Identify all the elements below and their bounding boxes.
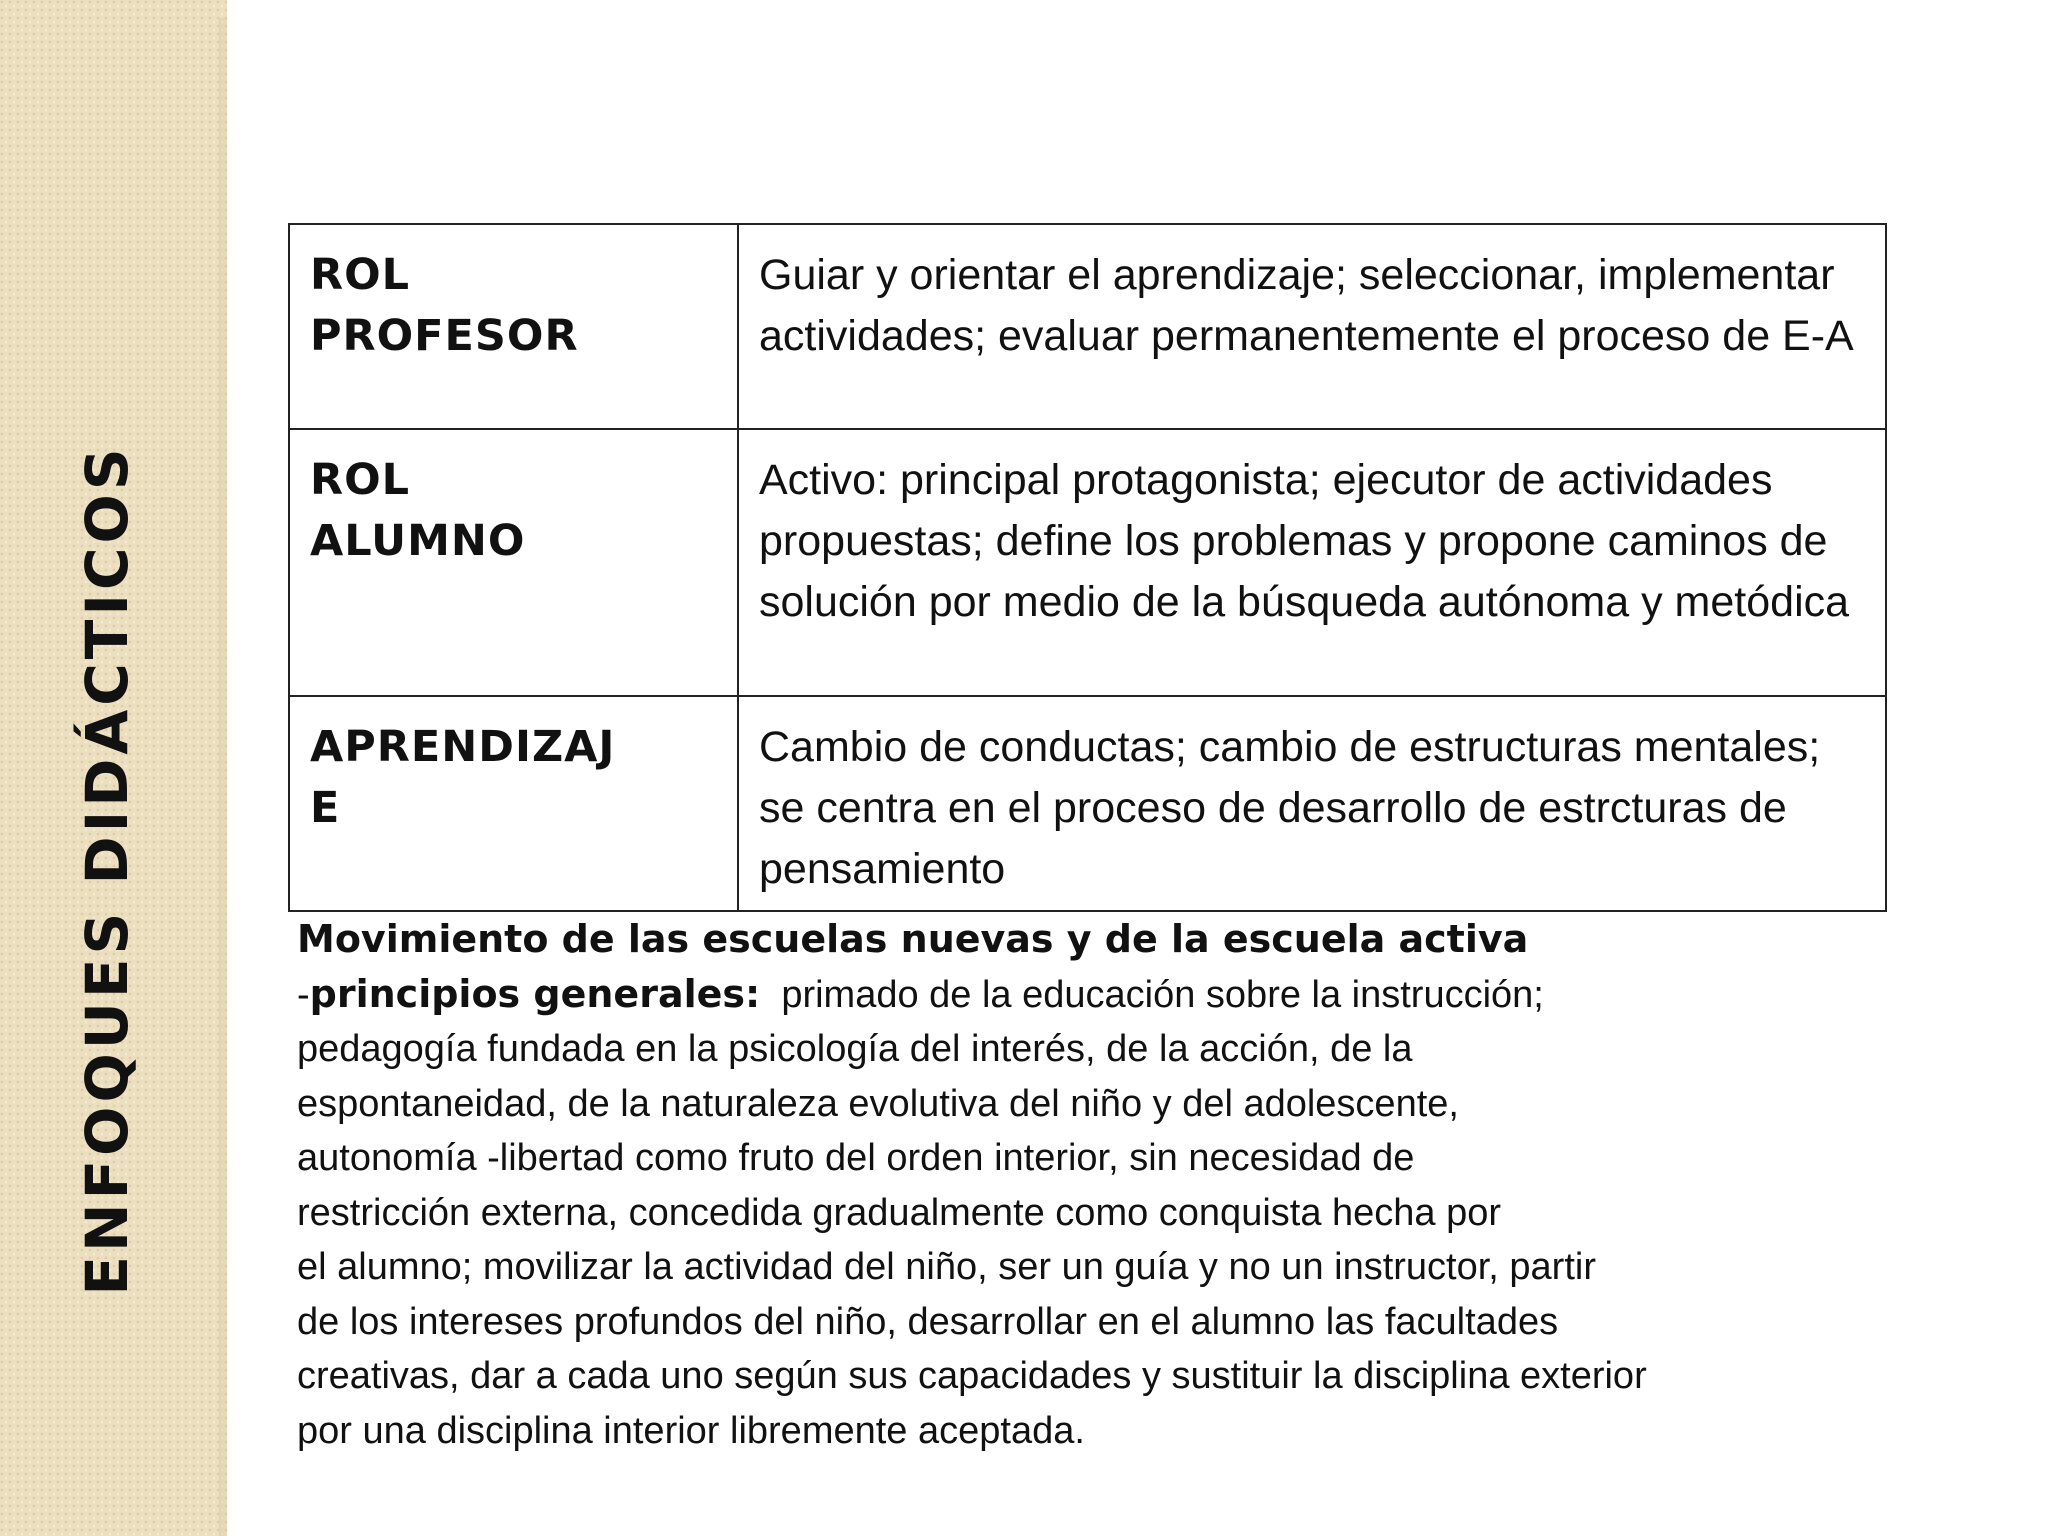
role-description: Activo: principal protagonista; ejecutor de actividades propuestas; define los problemas y propone caminos de solución por medio de la búsqueda autónoma y metódica [738, 429, 1886, 696]
role-label-line: ROL [310, 455, 411, 505]
section-heading: Movimiento de las escuelas nuevas y de la escuela activa [297, 917, 1529, 961]
principles-text: primado de la educación sobre la instrucción; [760, 973, 1544, 1016]
role-label-line: E [310, 783, 341, 833]
principles-label: principios generales: [309, 971, 761, 1016]
sidebar-panel [0, 0, 227, 1536]
principles-prefix: - [297, 973, 310, 1016]
table-row [289, 224, 1886, 429]
roles-table [288, 223, 1887, 912]
principles-section [297, 912, 2017, 1458]
role-description: Guiar y orientar el aprendizaje; seleccionar, implementar actividades; evaluar permanentemente el proceso de E-A [738, 224, 1886, 429]
table-row [289, 696, 1886, 911]
role-label-line: ALUMNO [310, 516, 526, 566]
principles-first-line [297, 967, 2017, 1023]
role-label-line: PROFESOR [310, 311, 579, 361]
role-label-cell [289, 429, 738, 696]
principles-line: espontaneidad, de la naturaleza evolutiva del niño y del adolescente, [297, 1082, 1459, 1125]
sidebar-title: ENFOQUES DIDÁCTICOS [73, 444, 141, 1296]
role-label-line: ROL [310, 250, 411, 300]
role-description: Cambio de conductas; cambio de estructuras mentales; se centra en el proceso de desarrollo de estrcturas de pensamiento [738, 696, 1886, 911]
principles-line: autonomía -libertad como fruto del orden interior, sin necesidad de [297, 1137, 1415, 1179]
table-row [289, 429, 1886, 696]
role-label-cell [289, 224, 738, 429]
sidebar-shadow [219, 18, 229, 1536]
role-label-cell [289, 696, 738, 911]
principles-line: por una disciplina interior libremente aceptada. [297, 1409, 1085, 1452]
principles-line: el alumno; movilizar la actividad del niño, ser un guía y no un instructor, partir [297, 1246, 1596, 1288]
role-label-line: APRENDIZAJ [310, 722, 616, 772]
principles-line: restricción externa, concedida gradualmente como conquista hecha por [297, 1191, 1502, 1234]
principles-line: pedagogía fundada en la psicología del interés, de la acción, de la [297, 1028, 1413, 1070]
principles-line: de los intereses profundos del niño, desarrollar en el alumno las facultades [297, 1300, 1559, 1343]
principles-line: creativas, dar a cada uno según sus capacidades y sustituir la disciplina exterior [297, 1355, 1647, 1397]
